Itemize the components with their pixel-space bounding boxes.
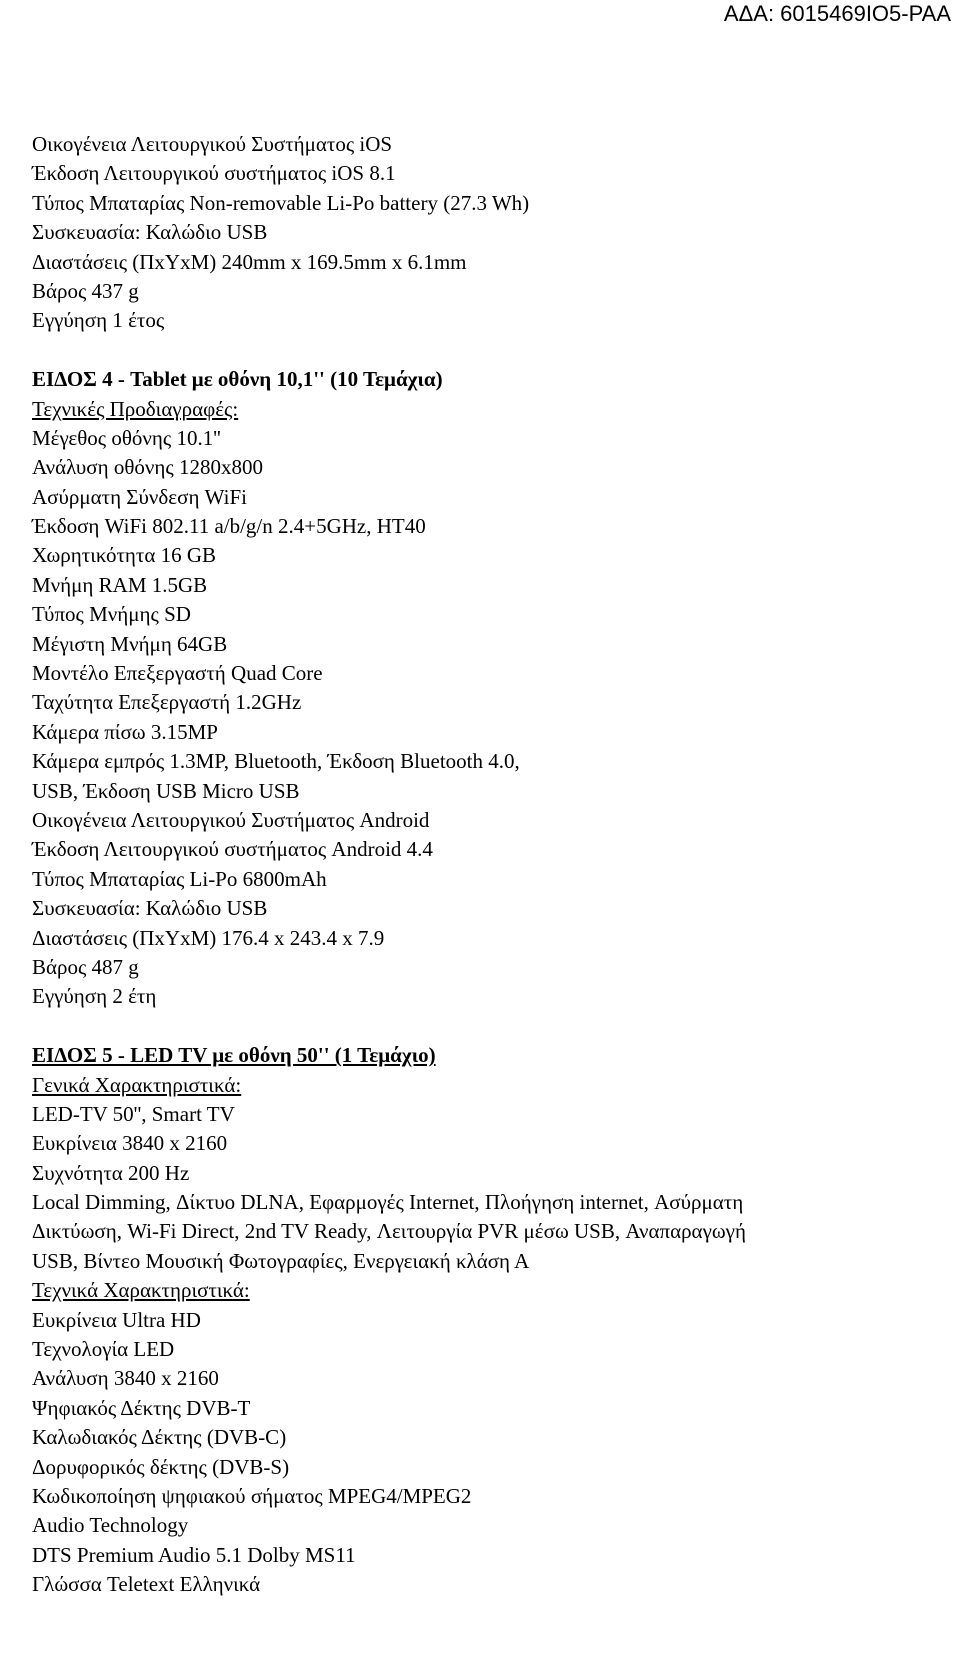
- general-features-heading: Γενικά Χαρακτηριστικά:: [32, 1072, 242, 1097]
- item-5-heading: ΕΙΔΟΣ 5 - LED TV με οθόνη 50'' (1 Τεμάχιο): [32, 1043, 436, 1068]
- spec-line: Δορυφορικός δέκτης (DVB-S): [32, 1454, 290, 1479]
- spec-line: Κωδικοποίηση ψηφιακού σήματος MPEG4/MPEG2: [32, 1483, 472, 1508]
- spec-line: Κάμερα πίσω 3.15MP: [32, 719, 218, 744]
- spec-line: Βάρος 487 g: [32, 954, 139, 979]
- spacer: [32, 1012, 932, 1041]
- spec-line: Ευκρίνεια 3840 x 2160: [32, 1131, 228, 1156]
- spec-line: Διαστάσεις (ΠxΥxΜ) 176.4 x 243.4 x 7.9: [32, 925, 385, 950]
- item-4-heading: ΕΙΔΟΣ 4 - Tablet με οθόνη 10,1'' (10 Τεμάχια): [32, 367, 443, 392]
- spec-line: Συσκευασία: Καλώδιο USB: [32, 896, 268, 921]
- spec-line: Συχνότητα 200 Hz: [32, 1160, 190, 1185]
- ada-code: ΑΔΑ: 6015469ΙΟ5-ΡΑΑ: [723, 1, 951, 26]
- spec-line: Ανάλυση 3840 x 2160: [32, 1366, 219, 1391]
- spec-line: Συσκευασία: Καλώδιο USB: [32, 220, 268, 245]
- spec-line: Μέγιστη Μνήμη 64GB: [32, 631, 228, 656]
- document-body: [32, 130, 932, 1600]
- spacer: [32, 336, 932, 365]
- spec-line: Εγγύηση 2 έτη: [32, 984, 157, 1009]
- spec-line: Διαστάσεις (ΠxΥxΜ) 240mm x 169.5mm x 6.1mm: [32, 249, 467, 274]
- spec-line: Χωρητικότητα 16 GB: [32, 543, 217, 568]
- spec-line: Μοντέλο Επεξεργαστή Quad Core: [32, 661, 323, 686]
- spec-line: Audio Technology: [32, 1513, 189, 1538]
- spec-line: Γλώσσα Teletext Ελληνικά: [32, 1572, 261, 1597]
- spec-line: Ανάλυση οθόνης 1280x800: [32, 455, 263, 480]
- spec-line: Έκδοση Λειτουργικού συστήματος iOS 8.1: [32, 161, 396, 186]
- spec-line: Έκδοση Λειτουργικού συστήματος Android 4.4: [32, 837, 433, 862]
- spec-line: Καλωδιακός Δέκτης (DVB-C): [32, 1425, 287, 1450]
- item-4-section: [32, 365, 932, 1012]
- spec-line: Κάμερα εμπρός 1.3MP, Bluetooth, Έκδοση Bluetooth 4.0,: [32, 749, 520, 774]
- spec-line: Οικογένεια Λειτουργικού Συστήματος iOS: [32, 132, 393, 156]
- spec-line: Τύπος Μνήμης SD: [32, 602, 191, 627]
- spec-line: Μνήμη RAM 1.5GB: [32, 572, 208, 597]
- spec-line: Εγγύηση 1 έτος: [32, 308, 165, 333]
- item-5-section: [32, 1041, 932, 1599]
- spec-line: Τύπος Μπαταρίας Li-Po 6800mAh: [32, 866, 327, 891]
- spec-line: USB, Έκδοση USB Micro USB: [32, 778, 300, 803]
- item-4-subheading: Τεχνικές Προδιαγραφές:: [32, 396, 239, 421]
- spec-line: Οικογένεια Λειτουργικού Συστήματος Android: [32, 807, 430, 832]
- technical-features-heading: Τεχνικά Χαρακτηριστικά:: [32, 1278, 250, 1303]
- spec-line: Τύπος Μπαταρίας Non-removable Li-Po battery (27.3 Wh): [32, 190, 530, 215]
- spec-line: Ψηφιακός Δέκτης DVB-T: [32, 1395, 251, 1420]
- features-paragraph-line: Local Dimming, Δίκτυο DLNA, Εφαρμογές Internet, Πλοήγηση internet, Ασύρματη: [32, 1190, 744, 1215]
- features-paragraph-line: USB, Βίντεο Μουσική Φωτογραφίες, Ενεργειακή κλάση Α: [32, 1248, 530, 1273]
- spec-line: LED-TV 50'', Smart TV: [32, 1101, 235, 1126]
- spec-line: Ταχύτητα Επεξεργαστή 1.2GHz: [32, 690, 302, 715]
- spec-line: Βάρος 437 g: [32, 278, 139, 303]
- spec-line: Τεχνολογία LED: [32, 1337, 175, 1362]
- ios-spec-list: [32, 130, 932, 336]
- spec-line: Ασύρματη Σύνδεση WiFi: [32, 484, 248, 509]
- spec-line: Ευκρίνεια Ultra HD: [32, 1307, 201, 1332]
- spec-line: Έκδοση WiFi 802.11 a/b/g/n 2.4+5GHz, HT40: [32, 514, 426, 539]
- spec-line: DTS Premium Audio 5.1 Dolby MS11: [32, 1542, 356, 1567]
- features-paragraph-line: Δικτύωση, Wi-Fi Direct, 2nd TV Ready, Λειτουργία PVR μέσω USB, Αναπαραγωγή: [32, 1219, 746, 1244]
- spec-line: Μέγεθος οθόνης 10.1'': [32, 425, 221, 450]
